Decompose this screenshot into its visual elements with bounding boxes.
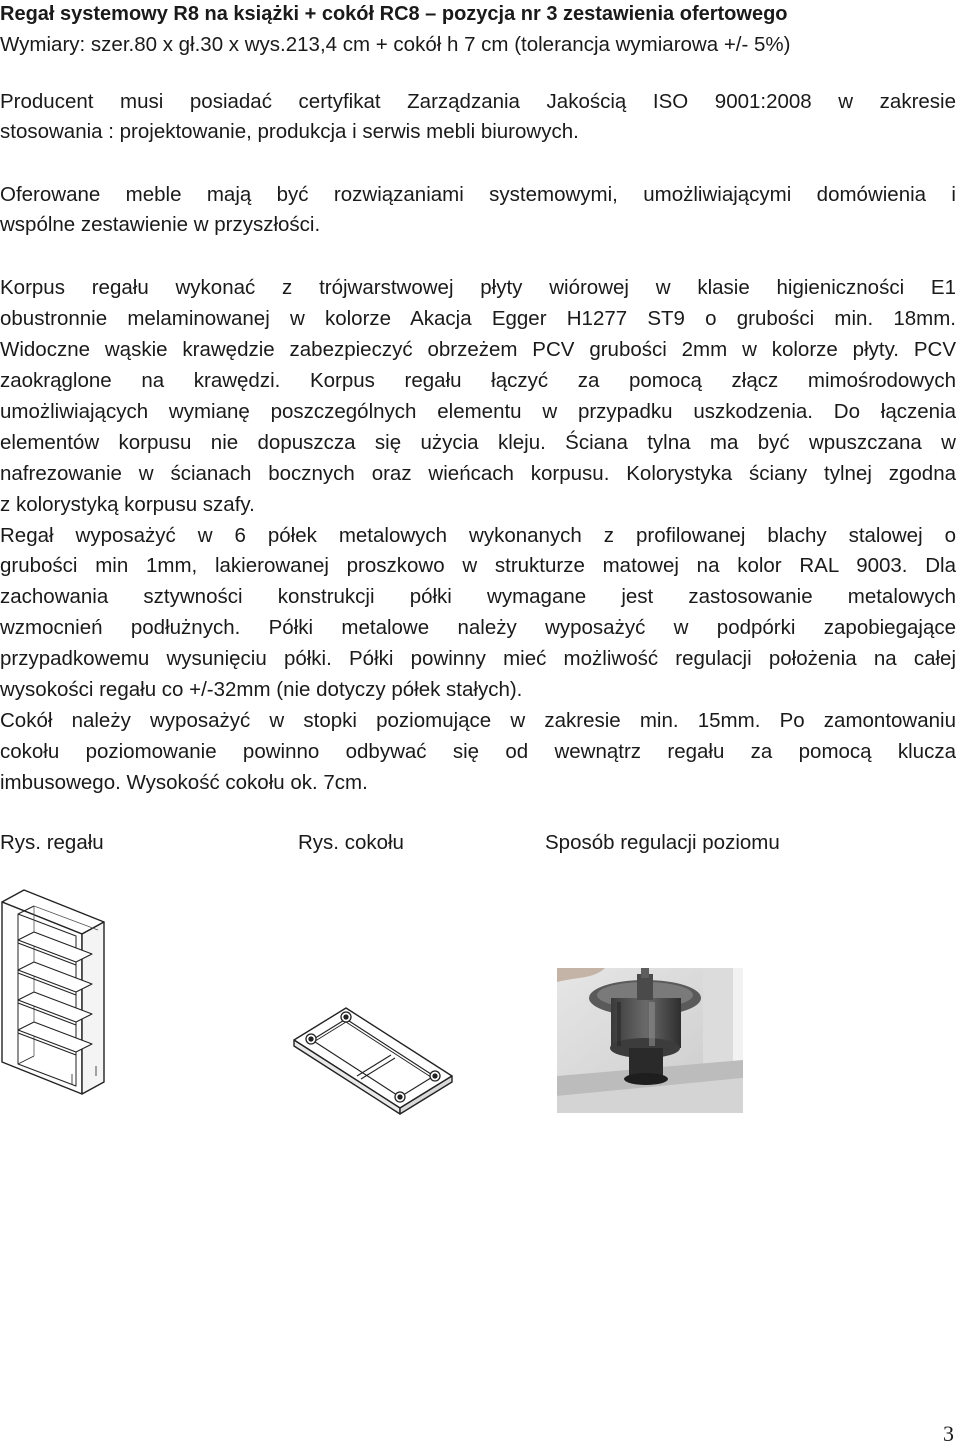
spec-line-16: cokołu poziomowanie powinno odbywać się od wewnątrz regału za pomocą klucza [0, 740, 956, 763]
shelf-drawing [0, 888, 110, 1098]
spec-line-4: zaokrąglone na krawędzi. Korpus regału łączyć za pomocą złącz mimośrodowych [0, 369, 956, 392]
leveling-photo [557, 968, 743, 1113]
spec-line-8: z kolorystyką korpusu szafy. [0, 493, 255, 516]
shelf-caption: Rys. regału [0, 831, 104, 854]
spec-line-12: wzmocnień podłużnych. Półki metalowe należy wyposażyć w podpórki zapobiegające [0, 616, 956, 639]
spec-line-15: Cokół należy wyposażyć w stopki poziomujące w zakresie min. 15mm. Po zamontowaniu [0, 709, 956, 732]
document-title: Regał systemowy R8 na książki + cokół RC8 – pozycja nr 3 zestawienia ofertowego [0, 3, 788, 25]
spec-line-11: zachowania sztywności konstrukcji półki wymagane jest zastosowanie metalowych [0, 585, 956, 608]
system-line-2: wspólne zestawienie w przyszłości. [0, 213, 321, 236]
dimensions-line: Wymiary: szer.80 x gł.30 x wys.213,4 cm + cokół h 7 cm (tolerancja wymiarowa +/- 5%) [0, 33, 791, 56]
plinth-caption: Rys. cokołu [298, 831, 404, 854]
certification-line-1: Producent musi posiadać certyfikat Zarządzania Jakością ISO 9001:2008 w zakresie [0, 90, 956, 113]
spec-line-13: przypadkowemu wysunięciu półki. Półki powinny mieć możliwość regulacji położenia na całej [0, 647, 956, 670]
spec-line-3: Widoczne wąskie krawędzie zabezpieczyć obrzeżem PCV grubości 2mm w kolorze płyty. PCV [0, 338, 956, 361]
spec-line-10: grubości min 1mm, lakierowanej proszkowo w strukturze matowej na kolor RAL 9003. Dla [0, 554, 956, 577]
page-number: 3 [943, 1421, 954, 1446]
spec-line-9: Regał wyposażyć w 6 półek metalowych wykonanych z profilowanej blachy stalowej o [0, 524, 956, 547]
spec-line-7: nafrezowanie w ścianach bocznych oraz wieńcach korpusu. Kolorystyka ściany tylnej zgodna [0, 462, 956, 485]
spec-line-14: wysokości regału co +/-32mm (nie dotyczy półek stałych). [0, 678, 523, 701]
spec-line-5: umożliwiających wymianę poszczególnych elementu w przypadku uszkodzenia. Do łączenia [0, 400, 956, 423]
leveling-caption: Sposób regulacji poziomu [545, 831, 780, 854]
spec-line-6: elementów korpusu nie dopuszcza się użycia kleju. Ściana tylna ma być wpuszczana w [0, 431, 956, 454]
system-line-1: Oferowane meble mają być rozwiązaniami systemowymi, umożliwiającymi domówienia i [0, 183, 956, 206]
plinth-drawing [290, 1000, 460, 1115]
spec-line-17: imbusowego. Wysokość cokołu ok. 7cm. [0, 771, 368, 794]
spec-line-1: Korpus regału wykonać z trójwarstwowej płyty wiórowej w klasie higieniczności E1 [0, 276, 956, 299]
spec-line-2: obustronnie melaminowanej w kolorze Akacja Egger H1277 ST9 o grubości min. 18mm. [0, 307, 956, 330]
certification-line-2: stosowania : projektowanie, produkcja i serwis mebli biurowych. [0, 120, 579, 143]
